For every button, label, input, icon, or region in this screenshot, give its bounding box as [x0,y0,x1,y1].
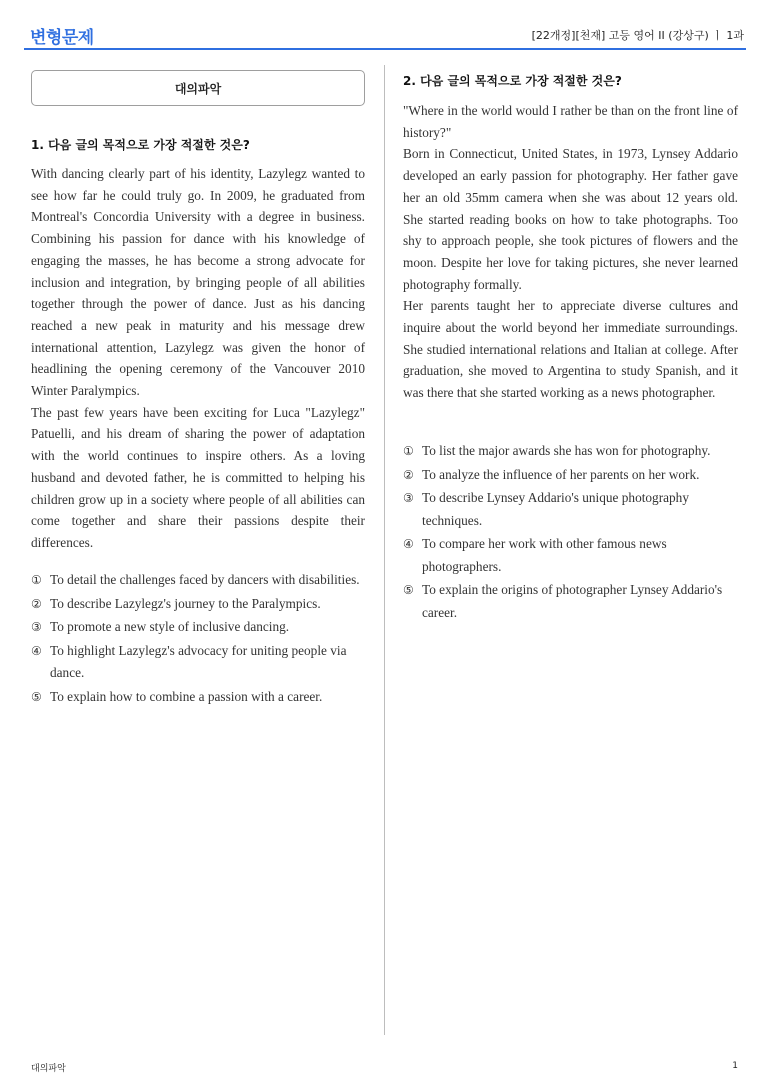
q2-choice[interactable] [403,440,738,463]
q2-choice[interactable] [403,579,738,624]
q2-choice[interactable] [403,487,738,532]
choice-text: To describe Lazylegz's journey to the Paralympics. [50,595,321,611]
column-divider [384,65,385,1035]
section-label-box [31,70,365,106]
q2-choices [403,440,738,625]
choice-text: To compare her work with other famous news photographers. [422,536,667,574]
q2-choice[interactable] [403,533,738,578]
brand-title: 변형문제 [30,28,94,48]
choice-number: ① [31,573,42,587]
footer-section-label: 대의파악 [31,1064,66,1074]
choice-number: ⑤ [31,689,42,704]
q1-passage [31,163,365,554]
choice-number: ⑤ [403,583,414,597]
page-header [24,14,746,50]
choice-text: To analyze the influence of her parents on her work. [422,466,700,482]
choice-number: ④ [403,537,414,551]
q2-paragraph: "Where in the world would I rather be than on the front line of history?" [403,103,738,140]
choice-number: ④ [31,643,42,658]
q1-choices [31,569,365,709]
choice-number: ① [403,444,414,458]
course-info: [22개정][천재] 고등 영어 II (강상구) ㅣ 1과 [531,29,744,42]
choice-text: To list the major awards she has won for photography. [422,443,711,458]
q1-paragraph: With dancing clearly part of his identity, Lazylegz wanted to see how far he could truly go. In 2009, he graduated from Montreal's Concordia University with a degree in business. Combining his passion for dance with his knowledge of engaging the masses, he has become a strong advocate for inclusion and integration, by bringing people of all abilities together through the power of dance. Just as his dancing reached a new peak in maturity and his message drew international attention, Lazylegz was given the honor of headlining the opening ceremony of the Vancouver 2010 Winter Paralympics. [31,166,365,399]
choice-number: ③ [31,620,42,634]
q1-paragraph: The past few years have been exciting for Luca "Lazylegz" Patuelli, and his dream of sharing the power of adaptation with the world continues to inspire others. As a loving husband and devoted father, he is committed to helping his children grow up in a society where people of all abilities can come together and share their passions despite their differences. [31,404,365,550]
q1-choice[interactable] [31,686,365,709]
choice-text: To detail the challenges faced by dancers with disabilities. [50,572,360,587]
q1-title: 1. 다음 글의 목적으로 가장 적절한 것은? [31,138,250,152]
choice-text: To describe Lynsey Addario's unique photography techniques. [422,490,689,528]
section-label: 대의파악 [174,81,222,96]
q1-choice[interactable] [31,569,365,592]
choice-text: To promote a new style of inclusive dancing. [50,619,290,634]
q1-choice[interactable] [31,640,365,685]
choice-number: ② [31,596,42,611]
choice-number: ② [403,467,414,482]
q2-paragraph: Her parents taught her to appreciate diverse cultures and inquire about the world beyond her immediate surroundings. She studied international relations and Italian at college. After graduation, she moved to Argentina to study Spanish, and it was there that she started working as a news photographer. [403,298,738,401]
q2-choice[interactable] [403,464,738,487]
q2-passage [403,100,738,404]
choice-text: To explain how to combine a passion with a career. [50,688,323,704]
choice-number: ③ [403,491,414,505]
q2-title: 2. 다음 글의 목적으로 가장 적절한 것은? [403,74,622,88]
q1-choice[interactable] [31,593,365,616]
q1-choice[interactable] [31,616,365,639]
footer-page-number: 1 [732,1061,738,1071]
choice-text: To highlight Lazylegz's advocacy for uniting people via dance. [50,642,347,680]
choice-text: To explain the origins of photographer Lynsey Addario's career. [422,582,723,620]
q2-paragraph: Born in Connecticut, United States, in 1973, Lynsey Addario developed an early passion for photography. Her father gave her an old 35mm camera when she was about 12 years old. She started reading books on how to take photographs. Too shy to approach people, she took pictures of flowers and the moon. Despite her love for taking pictures, she never learned photography formally. [403,146,738,292]
